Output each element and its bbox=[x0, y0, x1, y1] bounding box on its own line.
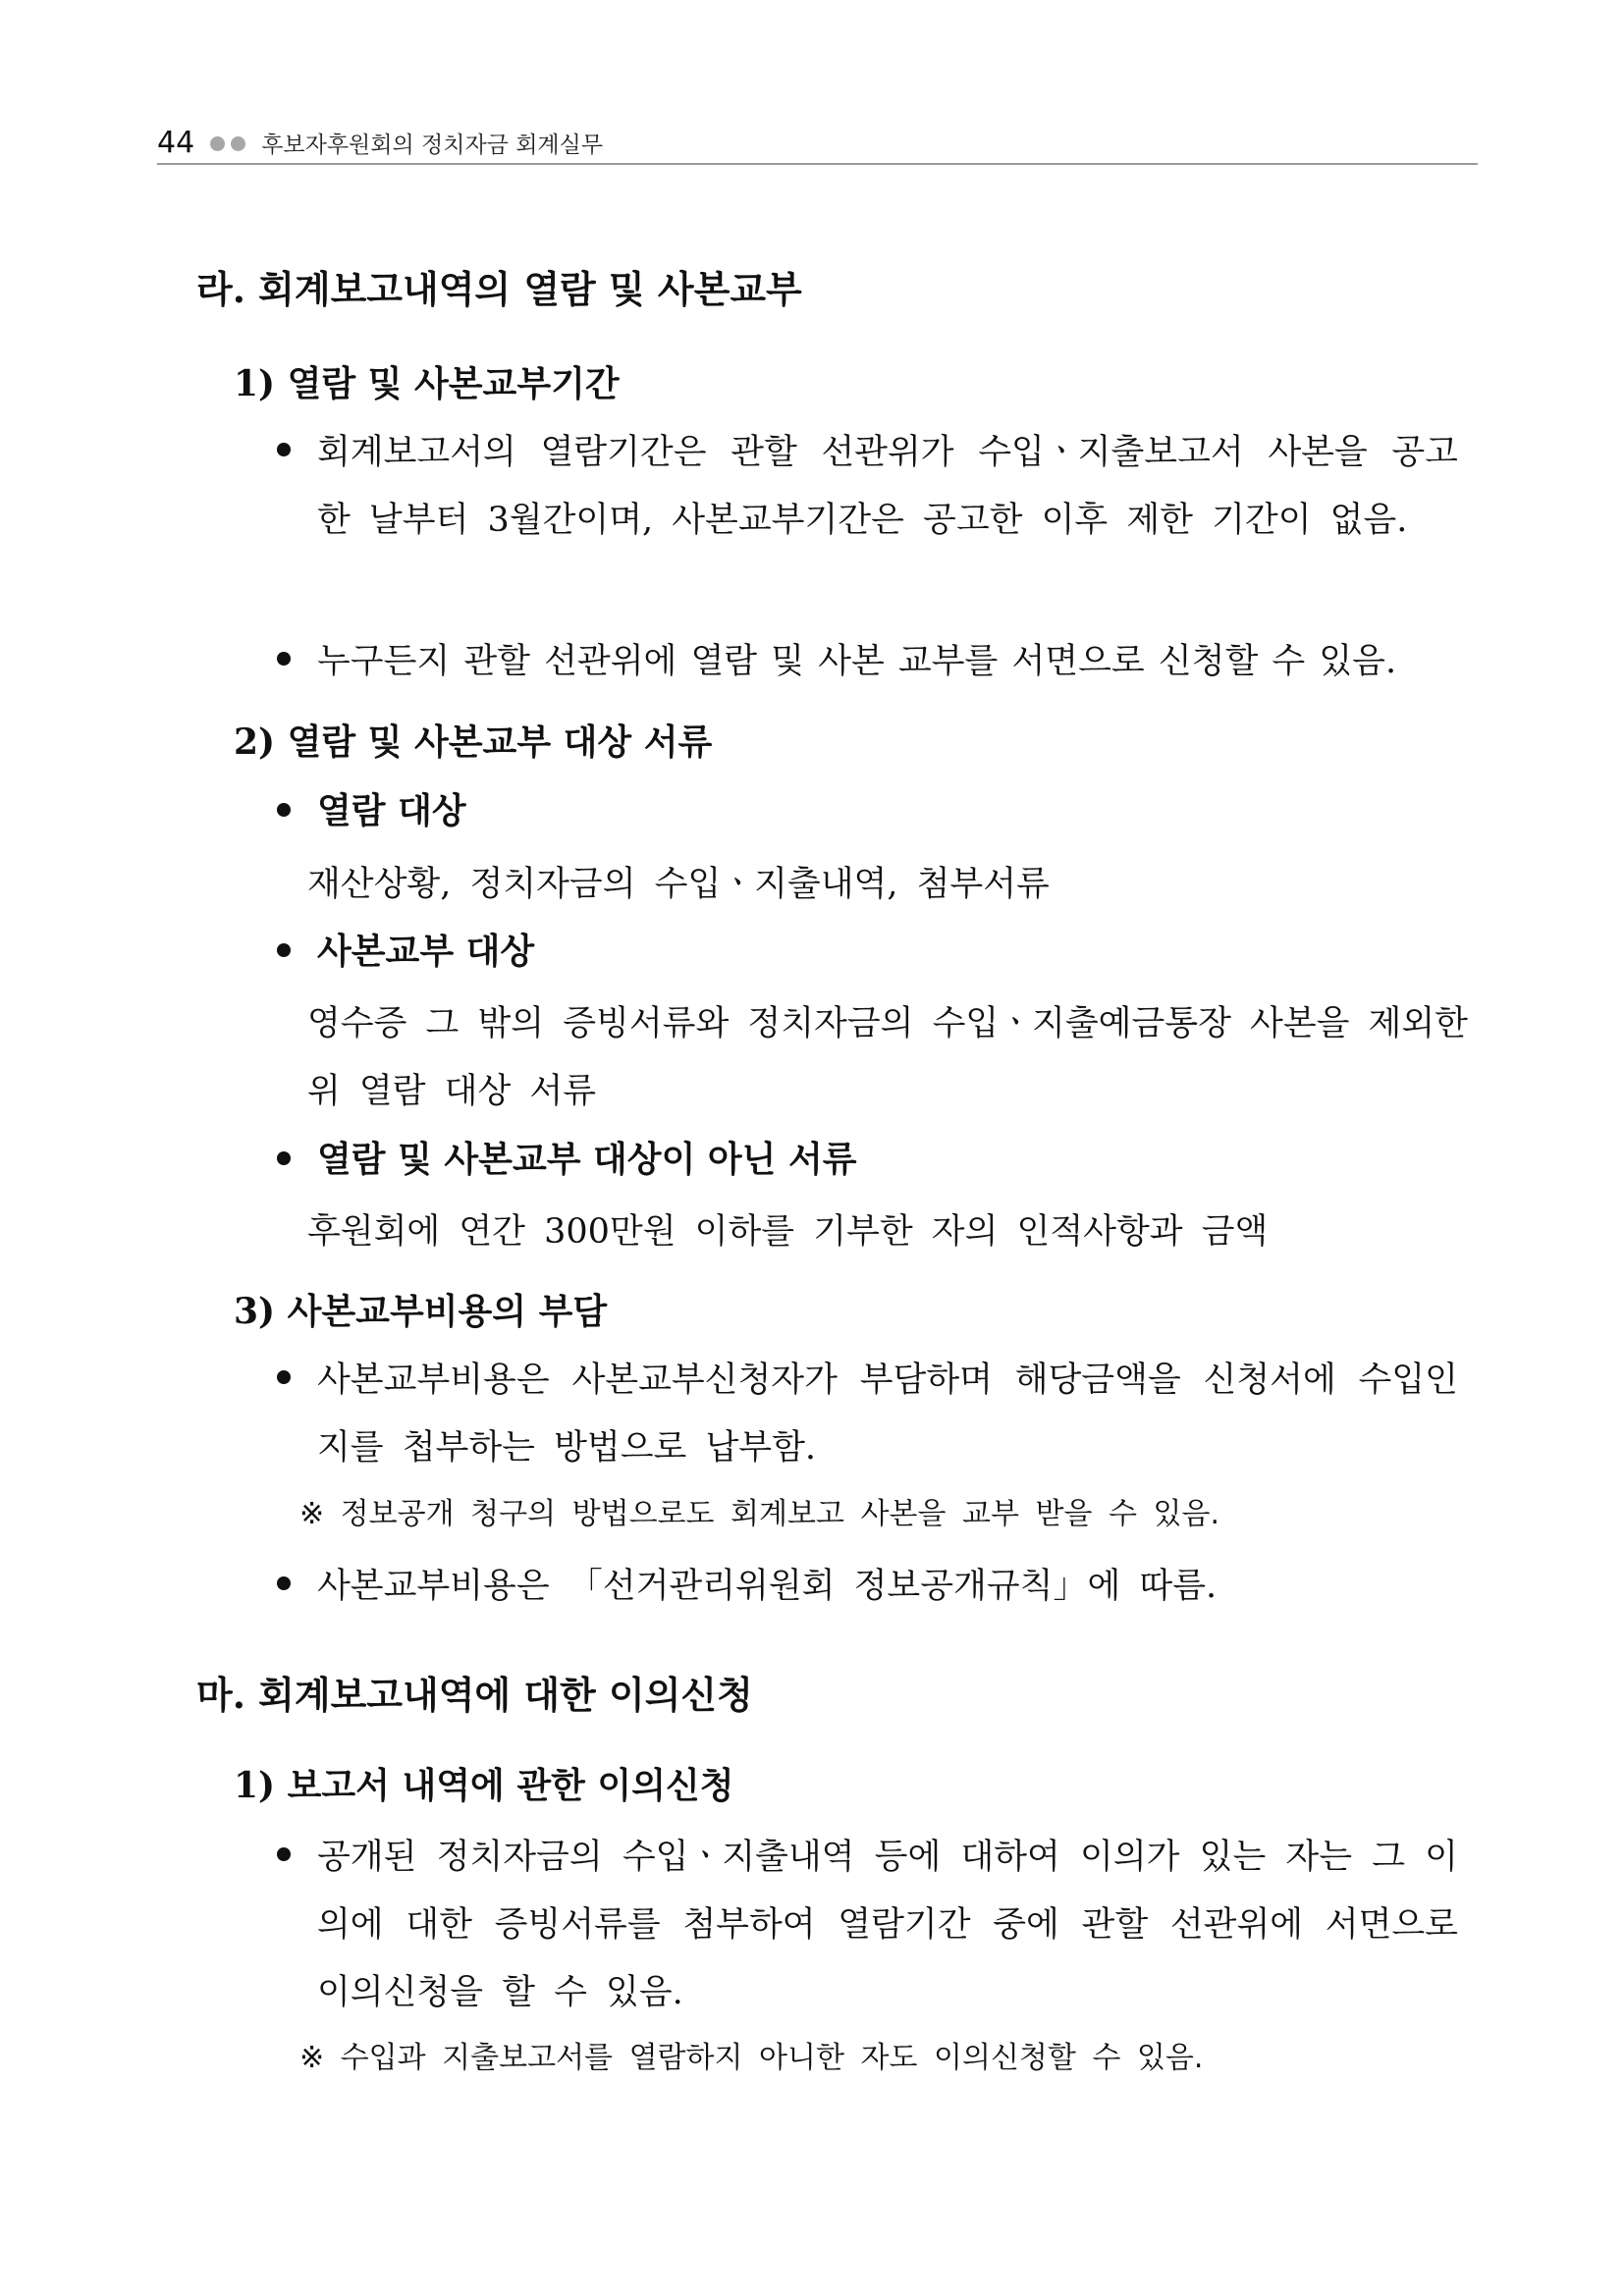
two-circle-dots-icon bbox=[210, 136, 245, 151]
bullet-item bbox=[277, 419, 1458, 555]
bullet-icon bbox=[277, 1576, 291, 1590]
running-header bbox=[157, 120, 1478, 165]
dot-icon bbox=[210, 136, 225, 151]
bold-bullet-item bbox=[277, 922, 534, 981]
bold-bullet-heading: 열람 및 사본교부 대상이 아닌 서류 bbox=[317, 1139, 857, 1180]
bullet-text: 누구든지 관할 선관위에 열람 및 사본 교부를 서면으로 신청할 수 있음. bbox=[317, 642, 1397, 681]
bullet-icon bbox=[277, 943, 291, 957]
note-text: ※ 정보공개 청구의 방법으로도 회계보고 사본을 교부 받을 수 있음. bbox=[299, 1497, 1219, 1531]
subsection-title-3: 3) 사본교부비용의 부담 bbox=[234, 1291, 608, 1332]
item-description: 재산상황, 정치자금의 수입ㆍ지출내역, 첨부서류 bbox=[307, 865, 1050, 904]
bullet-icon bbox=[277, 1370, 291, 1384]
page-number: 44 bbox=[157, 126, 195, 160]
section-title-ra: 라. 회계보고내역의 열람 및 사본교부 bbox=[196, 267, 802, 311]
bullet-icon bbox=[277, 803, 291, 817]
bullet-text: 공개된 정치자금의 수입ㆍ지출내역 등에 대하여 이의가 있는 자는 그 이의에 대한 증빙서류를 첨부하여 열람기간 중에 관할 선관위에 서면으로 이의신청을 할 수 있음. bbox=[317, 1838, 1458, 2012]
bullet-icon bbox=[277, 652, 291, 666]
bullet-item bbox=[277, 1347, 1458, 1482]
section-title-ma: 마. 회계보고내역에 대한 이의신청 bbox=[196, 1673, 753, 1717]
subsection-title-1: 1) 열람 및 사본교부기간 bbox=[234, 363, 620, 404]
bullet-text: 사본교부비용은 「선거관리위원회 정보공개규칙」에 따름. bbox=[317, 1567, 1218, 1606]
bold-bullet-heading: 열람 대상 bbox=[317, 790, 466, 831]
running-title: 후보자후원회의 정치자금 회계실무 bbox=[261, 133, 604, 158]
bullet-icon bbox=[277, 1151, 291, 1165]
bold-bullet-item bbox=[277, 1130, 857, 1189]
bullet-icon bbox=[277, 443, 291, 456]
bullet-text: 사본교부비용은 사본교부신청자가 부담하며 해당금액을 신청서에 수입인지를 첩부하는 방법으로 납부함. bbox=[317, 1361, 1458, 1468]
bullet-text: 회계보고서의 열람기간은 관할 선관위가 수입ㆍ지출보고서 사본을 공고한 날부터 3월간이며, 사본교부기간은 공고한 이후 제한 기간이 없음. bbox=[317, 433, 1458, 540]
item-description: 영수증 그 밖의 증빙서류와 정치자금의 수입ㆍ지출예금통장 사본을 제외한 위 열람 대상 서류 bbox=[307, 1004, 1468, 1111]
bold-bullet-item bbox=[277, 781, 466, 840]
subsection-title-2: 2) 열람 및 사본교부 대상 서류 bbox=[234, 721, 713, 763]
bullet-item bbox=[277, 628, 1458, 696]
dot-icon bbox=[231, 136, 245, 151]
item-description: 후원회에 연간 300만원 이하를 기부한 자의 인적사항과 금액 bbox=[307, 1212, 1269, 1252]
note-text: ※ 수입과 지출보고서를 열람하지 아니한 자도 이의신청할 수 있음. bbox=[299, 2041, 1204, 2075]
bullet-item bbox=[277, 1553, 1458, 1621]
bullet-icon bbox=[277, 1847, 291, 1861]
subsection-title-ma-1: 1) 보고서 내역에 관한 이의신청 bbox=[234, 1765, 734, 1806]
bullet-item bbox=[277, 1824, 1458, 2027]
bold-bullet-heading: 사본교부 대상 bbox=[317, 931, 535, 972]
